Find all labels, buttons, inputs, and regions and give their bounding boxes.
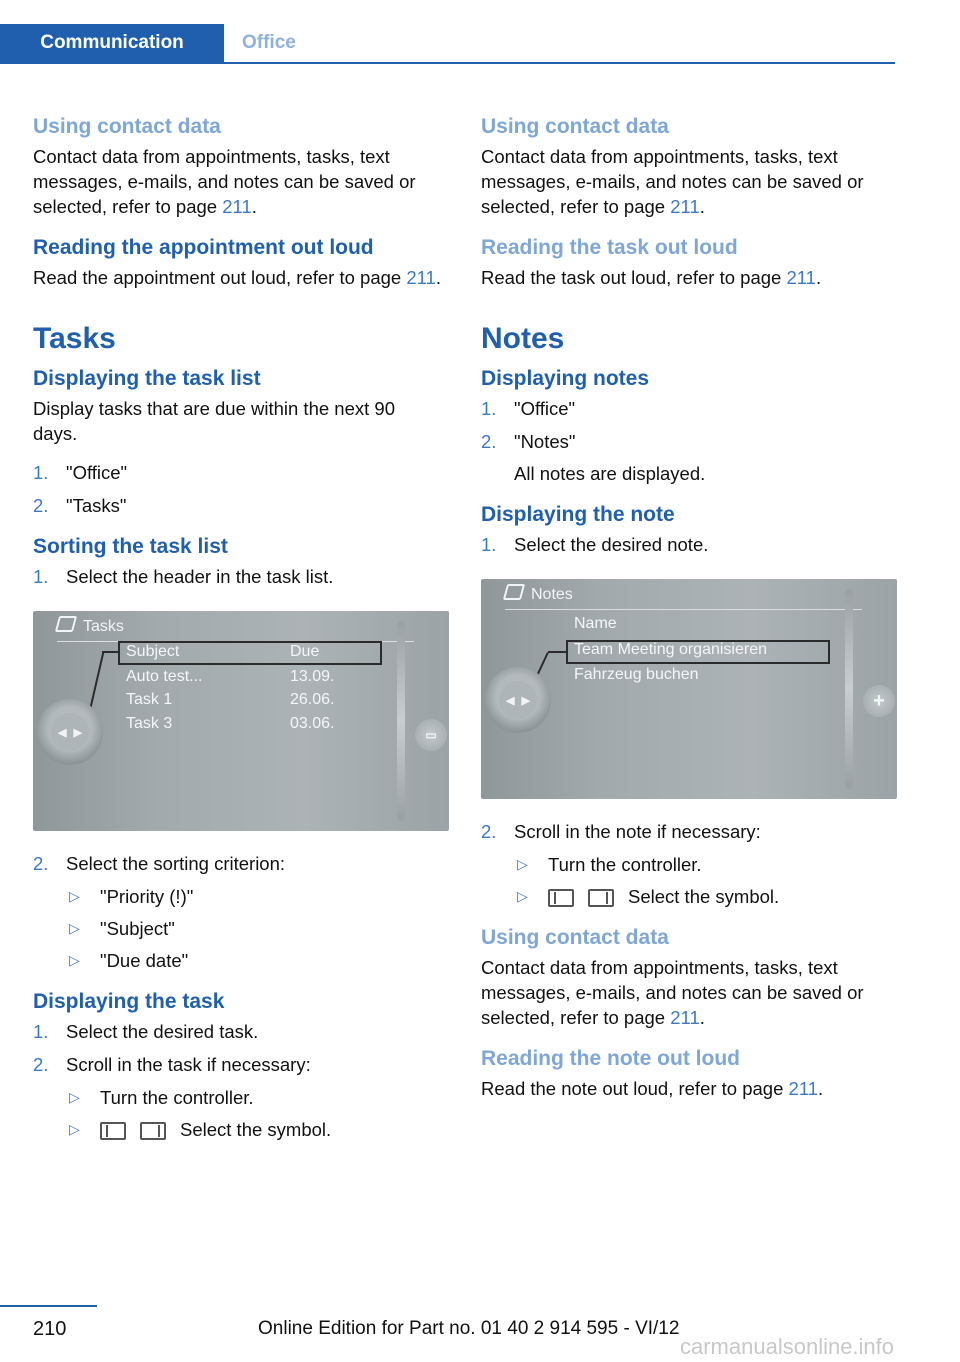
criterion-text: "Priority (!)": [100, 886, 194, 907]
screen-title-text: Tasks: [83, 618, 124, 635]
bullet-triangle-icon: ▷: [69, 920, 80, 936]
option-text: Select the symbol.: [180, 1119, 332, 1140]
criterion-text: "Due date": [100, 950, 189, 971]
step-text: Select the sorting criterion:: [66, 853, 286, 874]
list-item: [481, 429, 897, 486]
note-row: Fahrzeug buchen: [574, 666, 699, 683]
step-text: Select the desired task.: [66, 1021, 259, 1042]
steps-sorting: [33, 564, 449, 589]
step-subtext: All notes are displayed.: [514, 463, 706, 484]
tab-communication[interactable]: Communication: [0, 24, 224, 62]
step-text: Scroll in the note if necessary:: [514, 821, 761, 842]
paragraph-contact-data: Contact data from appointments, tasks, text messages, e-mails, and notes can be saved or selected, refer to page 211.: [481, 146, 864, 217]
page-link[interactable]: 211: [670, 1007, 700, 1028]
heading-reading-appointment: Reading the appointment out loud: [33, 236, 374, 259]
step-number: 1.: [33, 462, 49, 483]
list-item: [33, 851, 449, 973]
text: Contact data from appointments, tasks, text messages, e-mails, and notes can be saved or selected, refer to page: [33, 146, 416, 217]
list-item: [481, 396, 897, 421]
scroll-forward-icon: [140, 1122, 166, 1140]
option-text: Turn the controller.: [548, 854, 702, 875]
steps-displaying-task: [33, 1019, 449, 1142]
task-row-subject: Task 3: [126, 715, 173, 732]
bullet-triangle-icon: ▷: [517, 856, 528, 872]
tasks-icon: [55, 616, 77, 632]
step-number: 1.: [481, 534, 497, 555]
watermark: carmanualsonline.info: [680, 1334, 895, 1359]
scroll-arc: [397, 621, 405, 821]
paragraph-contact-data: Contact data from appointments, tasks, text messages, e-mails, and notes can be saved or selected, refer to page 211.: [33, 146, 416, 217]
heading-displaying-notes: Displaying notes: [481, 367, 650, 390]
page-link[interactable]: 211: [786, 267, 816, 288]
bullet-triangle-icon: ▷: [69, 1089, 80, 1105]
list-item: [33, 1019, 449, 1044]
paragraph-reading-appointment: Read the appointment out loud, refer to page 211.: [33, 267, 441, 288]
task-row-subject: Auto test...: [126, 668, 203, 685]
text: Contact data from appointments, tasks, text messages, e-mails, and notes can be saved or selected, refer to page: [481, 957, 864, 1028]
arrow-left-icon: ◀: [506, 695, 515, 707]
options-icon: ▭: [415, 719, 447, 751]
heading-displaying-task-list: Displaying the task list: [33, 367, 261, 390]
heading-using-contact-data: Using contact data: [481, 926, 669, 949]
scroll-arc: [845, 589, 853, 789]
step-number: 1.: [33, 1021, 49, 1042]
plus-icon: +: [863, 685, 895, 717]
step-number: 2.: [33, 495, 49, 516]
scroll-options: [514, 852, 897, 909]
list-item: [514, 884, 897, 909]
section-title-tasks: Tasks: [33, 322, 116, 355]
paragraph-reading-note: Read the note out loud, refer to page 211.: [481, 1078, 824, 1099]
scroll-forward-icon: [588, 889, 614, 907]
controller-center: [499, 681, 537, 719]
step-text: Scroll in the task if necessary:: [66, 1054, 311, 1075]
criterion-text: "Subject": [100, 918, 175, 939]
screen-title: [57, 616, 124, 636]
list-item: [66, 1117, 449, 1142]
section-title-notes: Notes: [481, 322, 565, 355]
pointer-line: [102, 651, 119, 653]
list-item: [33, 564, 449, 589]
step-number: 2.: [33, 1054, 49, 1075]
list-item: [66, 948, 449, 973]
steps-displaying-note: [481, 532, 897, 557]
page-link[interactable]: 211: [670, 196, 700, 217]
pointer-line: [548, 651, 567, 653]
steps-displaying-notes: [481, 396, 897, 486]
notes-column-header: Name: [574, 615, 617, 632]
screen-divider: [505, 609, 862, 610]
text: Read the task out loud, refer to page: [481, 267, 782, 288]
criteria-list: [66, 884, 449, 973]
step-text: "Office": [66, 462, 128, 483]
notes-screen-image: [481, 579, 897, 799]
footer-rule: [0, 1305, 97, 1307]
step-text: "Notes": [514, 431, 576, 452]
task-row-due: 26.06.: [290, 691, 335, 708]
heading-using-contact-data: Using contact data: [481, 115, 669, 138]
steps-sorting-continued: [33, 851, 449, 973]
scroll-options: [66, 1085, 449, 1142]
option-text: Select the symbol.: [628, 886, 780, 907]
list-item: [33, 493, 449, 518]
scroll-back-icon: [100, 1122, 126, 1140]
task-row-due: 03.06.: [290, 715, 335, 732]
note-row: Team Meeting organisieren: [574, 641, 767, 658]
bullet-triangle-icon: ▷: [69, 1121, 80, 1137]
list-item: [481, 532, 897, 557]
paragraph-reading-task: Read the task out loud, refer to page 211.: [481, 267, 822, 288]
step-number: 2.: [481, 431, 497, 452]
arrow-left-icon: ◀: [58, 727, 67, 739]
step-text: Select the desired note.: [514, 534, 709, 555]
paragraph-task-list: Display tasks that are due within the next 90 days.: [33, 398, 395, 444]
steps-displaying-note-continued: [481, 819, 897, 909]
step-text: "Office": [514, 398, 576, 419]
list-item: [481, 819, 897, 909]
step-number: 1.: [33, 566, 49, 587]
list-item: [66, 916, 449, 941]
text: Read the note out loud, refer to page: [481, 1078, 784, 1099]
list-item: [33, 460, 449, 485]
chapter-tabs: [0, 24, 895, 64]
list-item: [66, 884, 449, 909]
step-text: "Tasks": [66, 495, 127, 516]
arrow-right-icon: ▶: [521, 695, 530, 707]
bullet-triangle-icon: ▷: [69, 952, 80, 968]
right-column: [481, 100, 897, 1115]
arrow-right-icon: ▶: [73, 727, 82, 739]
controller-knob: [37, 699, 103, 765]
step-number: 2.: [481, 821, 497, 842]
page-link[interactable]: 211: [406, 267, 436, 288]
bullet-triangle-icon: ▷: [69, 888, 80, 904]
page-link[interactable]: 211: [222, 196, 252, 217]
task-row-subject: Task 1: [126, 691, 173, 708]
scroll-back-icon: [548, 889, 574, 907]
heading-reading-task: Reading the task out loud: [481, 236, 738, 259]
step-number: 1.: [481, 398, 497, 419]
screen-title-text: Notes: [531, 586, 573, 603]
tasks-screen-image: [33, 611, 449, 831]
list-item: [66, 1085, 449, 1110]
page-number: 210: [33, 1318, 67, 1340]
step-number: 2.: [33, 853, 49, 874]
list-item: [33, 1052, 449, 1142]
controller-center: [51, 713, 89, 751]
edition-info: Online Edition for Part no. 01 40 2 914 595 - VI/12: [258, 1318, 680, 1339]
left-column: [33, 100, 449, 1156]
paragraph-contact-data: Contact data from appointments, tasks, text messages, e-mails, and notes can be saved or selected, refer to page 211.: [481, 957, 864, 1028]
step-text: Select the header in the task list.: [66, 566, 334, 587]
pointer-line: [89, 651, 104, 710]
tab-office[interactable]: Office: [242, 32, 296, 53]
notes-icon: [503, 584, 525, 600]
heading-displaying-task: Displaying the task: [33, 990, 225, 1013]
column-header-due: Due: [290, 643, 320, 660]
task-row-due: 13.09.: [290, 668, 335, 685]
steps-display-task-list: [33, 460, 449, 518]
heading-displaying-note: Displaying the note: [481, 503, 675, 526]
bullet-triangle-icon: ▷: [517, 888, 528, 904]
screen-title: [505, 584, 573, 604]
heading-sorting-task-list: Sorting the task list: [33, 535, 228, 558]
option-text: Turn the controller.: [100, 1087, 254, 1108]
heading-reading-note: Reading the note out loud: [481, 1047, 740, 1070]
column-header-subject: Subject: [126, 643, 180, 660]
text: Read the appointment out loud, refer to page: [33, 267, 402, 288]
page-link[interactable]: 211: [788, 1078, 819, 1099]
list-item: [514, 852, 897, 877]
heading-using-contact-data: Using contact data: [33, 115, 221, 138]
text: Contact data from appointments, tasks, text messages, e-mails, and notes can be saved or selected, refer to page: [481, 146, 864, 217]
controller-knob: [485, 667, 551, 733]
